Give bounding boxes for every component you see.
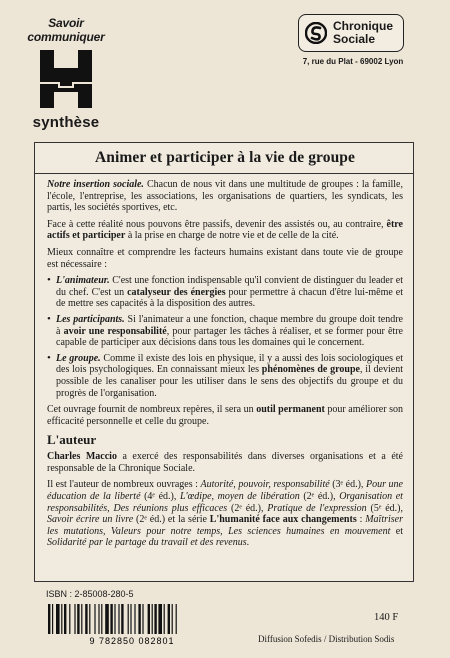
barcode-bar — [105, 604, 109, 634]
barcode-bar — [121, 604, 123, 634]
barcode-bar — [98, 604, 99, 634]
author-bio: Charles Maccio a exercé des responsabilités dans diverses organisations et a été responsable de la Chronique Sociale. — [47, 451, 403, 474]
barcode-icon — [34, 602, 230, 646]
barcode-bar — [85, 604, 87, 634]
paragraph-3: Mieux connaître et comprendre les facteurs humains existant dans toute vie de groupe est nécessaire : — [47, 246, 403, 270]
author-works: Il est l'auteur de nombreux ouvrages : Autorité, pouvoir, responsabilité (3ᵉ éd.), Pour une éducation de la liberté (4ᵉ éd.), L'œdipe, moyen de libération (2ᵉ éd.), Organisation et responsabilités, Des réunions plus efficaces (2ᵉ éd.), Pratique de l'expression (5ᵉ éd.), Savoir écrire un livre (2ᵉ éd.) et la série L'humanité face aux changements : Maîtriser les mutations, Valeurs pour notre temps, Les sciences humaines en mouvement et Solidarité par le partage du travail et des revenus. — [47, 479, 404, 549]
barcode-bar — [64, 604, 66, 634]
series-line-3: synthèse — [32, 114, 100, 131]
publisher-address: 7, rue du Plat - 69002 Lyon — [302, 57, 404, 66]
list-item: • Les participants. Si l'animateur a une fonction, chaque membre du groupe doit tendre à avoir une responsabilité, pour partager les tâches à réaliser, et se former pour être capable de participer aux décisions dans tous les domaines qui le concernent. — [47, 314, 403, 349]
paragraph-4: Cet ouvrage fournit de nombreux repères, il sera un outil permanent pour améliorer son efficacité personnelle et celle du groupe. — [47, 404, 403, 427]
barcode-bar — [89, 604, 90, 634]
barcode-bar — [48, 604, 50, 634]
factor-list — [47, 275, 403, 399]
distribution-note: Diffusion Sofedis / Distribution Sodis — [258, 634, 395, 644]
list-item: • Le groupe. Comme il existe des lois en physique, il y a aussi des lois sociologiques et des lois psychologiques. En connaissant mieux les phénomènes de groupe, il devient possible de les canaliser pour les utiliser dans le sens des objectifs du groupe et du progrès de l'organisation. — [47, 353, 403, 399]
barcode-bar — [128, 604, 129, 634]
title-divider — [35, 173, 413, 174]
barcode-bar — [138, 604, 140, 634]
publisher-badge — [298, 14, 404, 52]
barcode-bar — [152, 604, 153, 634]
barcode-bar — [142, 604, 143, 634]
barcode-bar — [52, 604, 53, 634]
isbn: ISBN : 2-85008-280-5 — [46, 589, 134, 599]
barcode-bar — [168, 604, 170, 634]
barcode-bar — [61, 604, 62, 634]
barcode-bar — [118, 604, 119, 634]
publisher-name: Chronique Sociale — [333, 19, 393, 46]
paragraph-2: Face à cette réalité nous pouvons être passifs, devenir des assistés ou, au contraire, être actifs et participer à la prise en charge de notre vie et de celle de la cité. — [47, 218, 403, 242]
barcode-bar — [148, 604, 150, 634]
barcode-bar — [56, 604, 60, 634]
book-title: Animer et participer à la vie de groupe — [94, 149, 356, 166]
barcode-bar — [77, 604, 79, 634]
barcode-bar — [130, 604, 131, 634]
series-mark-icon — [34, 46, 98, 112]
intro-paragraph: Notre insertion sociale. Chacun de nous vit dans une multitude de groupes : la famille, l'école, l'entreprise, les associations, les organisations de quartiers, les syndicats, les partis, les sociétés sportives, etc. — [47, 179, 403, 214]
blurb-frame — [34, 142, 414, 582]
author-heading: L'auteur — [47, 432, 97, 448]
barcode-digits: 9 782850 082801 — [89, 636, 175, 646]
publisher-logo-icon — [305, 22, 327, 44]
barcode-bar — [101, 604, 102, 634]
price: 140 F — [374, 612, 399, 623]
barcode-bar — [164, 604, 165, 634]
barcode-bar — [172, 604, 173, 634]
series-logo — [16, 16, 116, 132]
barcode-bar — [134, 604, 135, 634]
barcode-bar — [110, 604, 112, 634]
series-line-1: Savoir — [48, 16, 84, 30]
barcode-bar — [154, 604, 156, 634]
barcode-bar — [69, 604, 70, 634]
barcode-bar — [81, 604, 82, 634]
barcode-bar — [158, 604, 162, 634]
barcode-bar — [176, 604, 177, 634]
barcode-bar — [114, 604, 115, 634]
barcode-bar — [74, 604, 75, 634]
series-line-2: communiquer — [27, 30, 105, 44]
list-item: • L'animateur. C'est une fonction indispensable qu'il convient de distinguer du leader et du chef. C'est un catalyseur des énergies pour permettre à chacun d'être lui-même et de mettre ses capacités à la disposition des autres. — [47, 275, 403, 310]
barcode-bar — [94, 604, 95, 634]
